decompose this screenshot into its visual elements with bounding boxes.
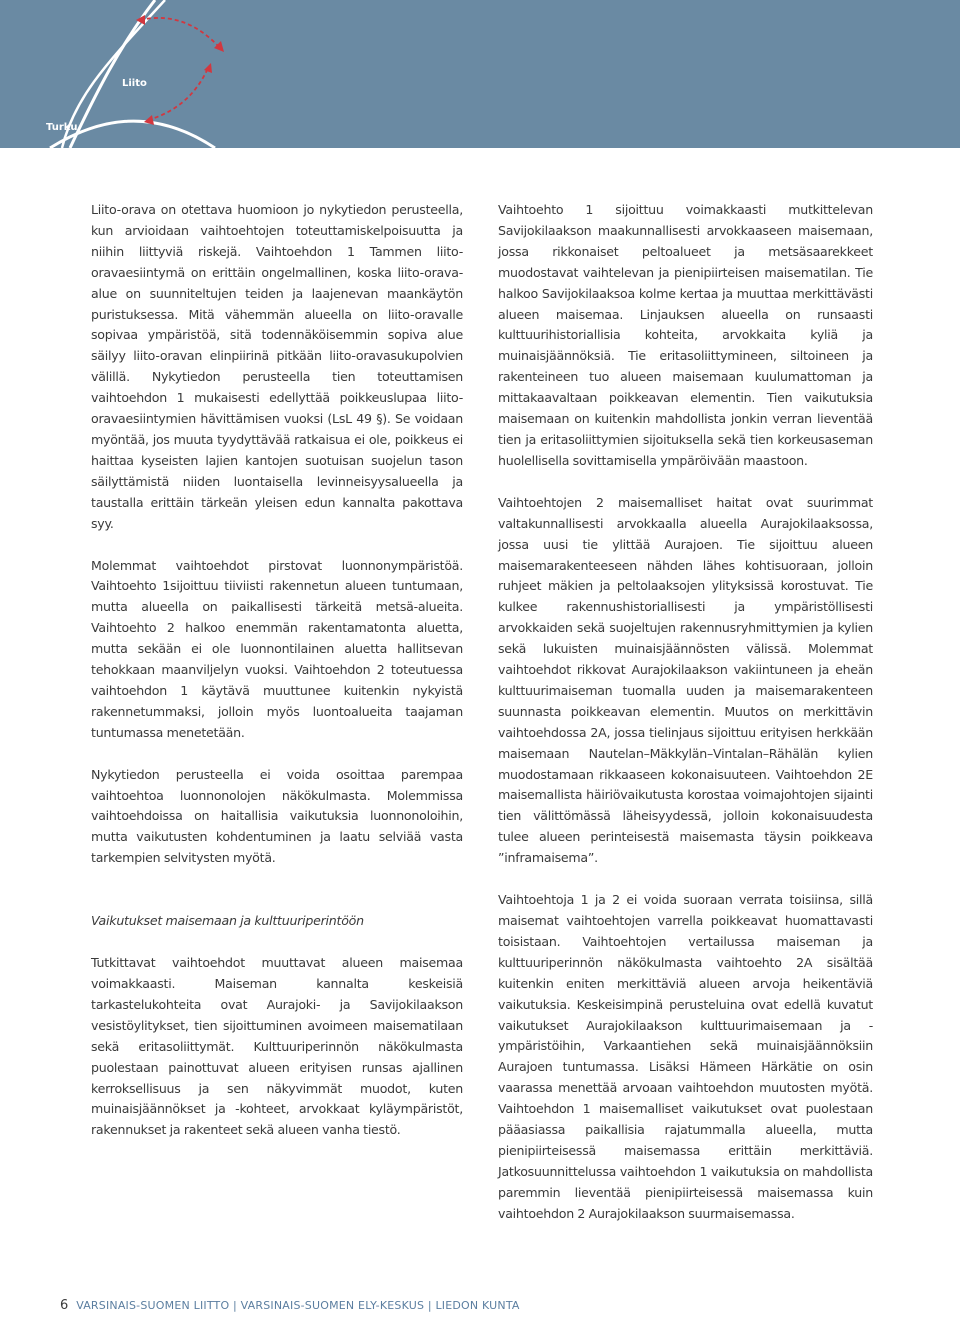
paragraph: Liito-orava on otettava huomioon jo nykytiedon perusteella, kun arvioidaan vaihtoehtojen toteuttamiskelpoisuutta ja niihin liittyviä riskejä. Vaihtoehdon 1 Tammen liito-oravaesiintymä on erittäin ongelmallinen, koska liito-orava-alue on suunniteltujen teiden ja laajenevan maankäytön puristuksessa. Mitä vähemmän alueella on liito-oravalle sopivaa ympäristöä, sitä todennäköisemmin sopiva alue säilyy liito-oravan elinpiirinä pitkään liito-oravasukupolvien välillä. Nykytiedon perusteella tien toteuttamisen vaihtoehdon 1 mukaisesti edellyttää poikkeuslupaa liito-oravaesiintymien hävittämisen vuoksi (LsL 49 §). Se voidaan myöntää, jos muuta tyydyttävää ratkaisua ei ole, poikkeus ei haittaa kyseisten lajien kantojen suotuisan suojelun tason säilyttämistä niiden luontaisella levinneisyysalueella ja taustalla erittäin tärkeän yleisen edun kannalta pakottava syy. [91, 202, 463, 531]
section-heading: Vaikutukset maisemaan ja kulttuuriperintöön [91, 913, 364, 929]
page-number: 6 [60, 1298, 69, 1313]
footer-organizations: VARSINAIS-SUOMEN LIITTO | VARSINAIS-SUOMEN ELY-KESKUS | LIEDON KUNTA [76, 1299, 520, 1312]
map-label-liito: Liito [122, 78, 147, 89]
arrow-head-icon [214, 41, 224, 52]
map-label-turku: Turku [46, 122, 78, 133]
arrow-head-icon [144, 115, 154, 125]
paragraph: Tutkittavat vaihtoehdot muuttavat alueen maisemaa voimakkaasti. Maiseman kannalta keskeisiä tarkastelukohteita ovat Aurajoki- ja Savijokilaakson vesistöylitykset, tien sijoittuminen avoimeen maisematilaan sekä eritasoliittymät. Kulttuuriperinnön näkökulmasta puolestaan painottuvat alueen erityisen runsas ajallinen kerroksellisuus ja sen näkyvimmät muodot, kuten muinaisjäännökset ja -kohteet, arvokkaat kyläympäristöt, rakennukset ja rakenteet sekä alueen vanha tiestö. [91, 955, 463, 1138]
arrow-path [140, 18, 220, 48]
paragraph: Vaihtoehtoja 1 ja 2 ei voida suoraan verrata toisiinsa, sillä maisemat vaihtoehtojen varrella poikkeavat huomattavasti toisistaan. Vaihtoehtojen vertailussa maiseman ja kulttuuriperinnön näkökulmasta vaihtoehto 2A sisältää kuitenkin eniten merkittäviä alueen arvoja heikentäviä vaikutuksia. Keskeisimpinä perusteluina ovat edellä kuvatut vaikutukset Aurajokilaakson kulttuurimaisemaan ja -ympäristöihin, Varkaantiehen sekä muinaisjäännöksiin Aurajoen tuntumassa. Lisäksi Hämeen Härkätie on osin vaarassa menettää arvoaan vaihtoehdon muutosten myötä. Vaihtoehdon 1 maisemalliset vaikutukset ovat puolestaan pääasiassa paikallisia rajatummalla alueella, mutta pienipiirteisessä maisemassa erittäin merkittäviä. Jatkosuunnittelussa vaihtoehdon 1 vaikutuksia on mahdollista paremmin lieventää pienipiirteisessä maisemassa kuin vaihtoehdon 2 Aurajokilaakson suurmaisemassa. [498, 892, 873, 1221]
arrow-head-icon [204, 63, 212, 73]
right-column [498, 200, 873, 1225]
page-footer [60, 1298, 520, 1313]
paragraph: Nykytiedon perusteella ei voida osoittaa parempaa vaihtoehtoa luonnonolojen näkökulmasta. Molemmissa vaihtoehdoissa on haitallisia vaikutuksia luonnonoloihin, mutta vaikutusten kohdentuminen ja laatu selviää vasta tarkempien selvitysten myötä. [91, 766, 463, 866]
route-map-graphic [0, 0, 960, 148]
paragraph: Vaihtoehtojen 2 maisemalliset haitat ovat suurimmat valtakunnallisesti arvokkaalla alueella Aurajokilaaksossa, jossa uusi tie ylittää Aurajoen. Tie sijoittuu alueen maisemarakenteeseen nähden lähes kohtisuoraan, jolloin ruhjeet mäkien ja peltolaaksojen ylityksissä korostuvat. Tie kulkee rakennushistoriallisesti ja ympäristöllisesti arvokkaiden sekä suojeltujen rakennusryhmittymien ja kylien sekä lukuisten muinaisjäännösten välissä. Molemmat vaihtoehdot rikkovat Aurajokilaakson vakiintuneen ja eheän kulttuurimaiseman tuomalla uuden ja maisemarakenteen suunnasta poikkeavan elementin. Muutos on merkittävin vaihtoehdossa 2A, jossa tielinjaus sijoittuu erityisen herkkään maisemaan Nautelan–Mäkkylän–Vintalan–Rähälän kylien muodostamaan rikkaaseen kokonaisuuteen. Vaihtoehdon 2E maisemallista häiriövaikutusta korostaa voimajohtojen sijainti tien välittömässä läheisyydessä, jolloin kokonaisuudesta tulee alueen perinteisestä maisemasta täysin poikkeava ”inframaisema”. [498, 494, 873, 866]
arrow-path [148, 68, 208, 120]
paragraph: Vaihtoehto 1 sijoittuu voimakkaasti mutkittelevan Savijokilaakson maakunnallisesti arvokkaaseen maisemaan, jossa rikkonaiset peltoalueet ja metsäsaarekkeet muodostavat vaihtelevan ja pienipiirteisen maisematilan. Tie halkoo Savijokilaaksoa kolme kertaa ja muuttaa merkittävästi alueen maisemaa. Linjauksen alueella on runsaasti kulttuurihistoriallisia kohteita, arvokkaita kyliä ja muinaisjäännöksiä. Tie eritasoliittymineen, siltoineen ja rakenteineen tuo alueen maisemaan kuulumattoman ja mittakaavaltaan poikkeavan elementin. Tien vaikutuksia maisemaan on kuitenkin mahdollista jonkin verran lieventää tien ja eritasoliittymien sijoituksella sekä tien korkeusaseman huolellisella sovittamisella ympäröivään maastoon. [498, 202, 873, 468]
paragraph: Molemmat vaihtoehdot pirstovat luonnonympäristöä. Vaihtoehto 1sijoittuu tiiviisti rakennetun alueen tuntumaan, mutta alueella on paikallisesti tärkeitä metsä-alueita. Vaihtoehto 2 halkoo enemmän rakentamatonta aluetta, mutta sekään ei ole luonnontilainen aluetta hallitsevan tehokkaan maanviljelyn vuoksi. Vaihtoehdon 2 toteutuessa vaihtoehdon 1 käytävä muuttunee kuitenkin nykyistä rakennetummaksi, jolloin myös luontoalueita taajaman tuntumassa menetetään. [91, 557, 463, 740]
map-banner [0, 0, 960, 148]
left-column [91, 200, 463, 1141]
